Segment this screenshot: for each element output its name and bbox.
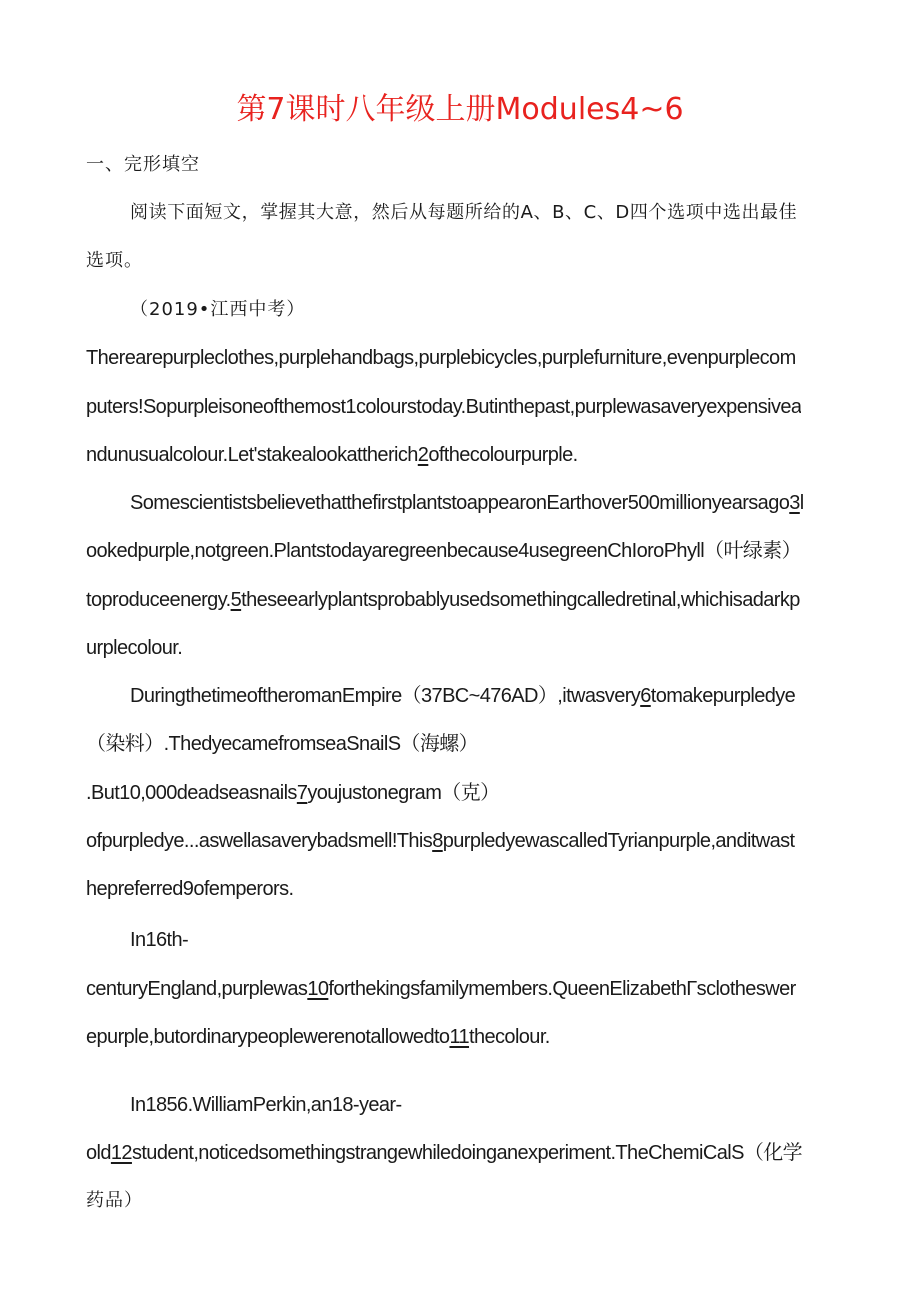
passage-text: old [86,1142,111,1164]
blank-number-10: 10 [307,978,329,1000]
passage-line [130,681,795,711]
page-title: 第7课时八年级上册Modules4~6 [236,92,684,127]
passage-line: Therearepurpleclothes,purplehandbags,purplebicycles,purplefurniture,evenpurplecom [86,347,796,369]
passage-text: epurple,butordinarypeoplewerenotallowedto [86,1026,450,1048]
passage-line [86,1022,550,1052]
section-heading: 一、完形填空 [86,154,200,175]
blank-number-7: 7 [296,782,308,804]
passage-text: purpledyewascalledTyrianpurple,anditwast [442,830,795,852]
passage-text: toproduceenergy. [86,589,231,611]
passage-text: ofpurpledye...aswellasaverybadsmell!This [86,830,433,852]
passage-line: urplecolour. [86,637,183,659]
passage-text: youjustonegram（克） [307,782,500,804]
passage-text: ndunusualcolour.Let'stakealookattherich [86,444,418,466]
passage-line: ookedpurple,notgreen.Plantstodayaregreenbecause4usegreenChIoroPhyll（叶绿素） [86,540,802,562]
passage-line [86,778,499,808]
passage-text: ofthecolourpurple. [428,444,578,466]
blank-number-11: 11 [449,1026,470,1048]
blank-number-12: 12 [110,1142,132,1164]
passage-line: In1856.WilliamPerkin,an18-year- [130,1094,402,1116]
passage-text: thecolour. [469,1026,550,1048]
passage-text: .But10,000deadseasnails [86,782,297,804]
passage-line: （染料）.ThedyecamefromseaSnailS（海螺） [86,733,479,755]
passage-line [86,826,795,856]
instruction-line-1: 阅读下面短文，掌握其大意，然后从每题所给的A、B、C、D四个选项中选出最佳 [130,202,798,223]
blank-number-6: 6 [640,685,651,707]
passage-text: theseearlyplantsprobablyusedsomethingcalledretinal,whichisadarkp [241,589,800,611]
blank-number-3: 3 [789,492,800,514]
passage-text: DuringthetimeoftheromanEmpire（37BC~476AD）,itwasvery [130,685,641,707]
blank-number-2: 2 [417,444,429,466]
passage-text: tomakepurpledye [650,685,796,707]
blank-number-8: 8 [432,830,443,852]
passage-line: hepreferred9ofemperors. [86,878,294,900]
passage-text: forthekingsfamilymembers.QueenElizabethΓsclotheswer [328,978,796,1000]
passage-line [86,585,800,615]
passage-line [86,440,578,470]
source-note: （2019•江西中考） [130,299,306,320]
passage-line: In16th- [130,929,189,951]
blank-number-5: 5 [230,589,242,611]
passage-text: l [799,492,804,514]
instruction-line-2: 选项。 [86,250,143,271]
passage-text: centuryEngland,purplewas [86,978,308,1000]
passage-line [86,1138,802,1168]
passage-line [86,974,796,1004]
passage-text: student,noticedsomethingstrangewhiledoinganexperiment.TheChemiCalS（化学 [131,1142,803,1164]
passage-line: puters!Sopurpleisoneofthemost1colourstoday.Butinthepast,purplewasaveryexpensivea [86,396,802,418]
passage-line: 药品） [86,1190,143,1211]
passage-line [130,488,804,518]
passage-text: SomescientistsbelievethatthefirstplantstoappearonEarthover500millionyearsago [130,492,790,514]
